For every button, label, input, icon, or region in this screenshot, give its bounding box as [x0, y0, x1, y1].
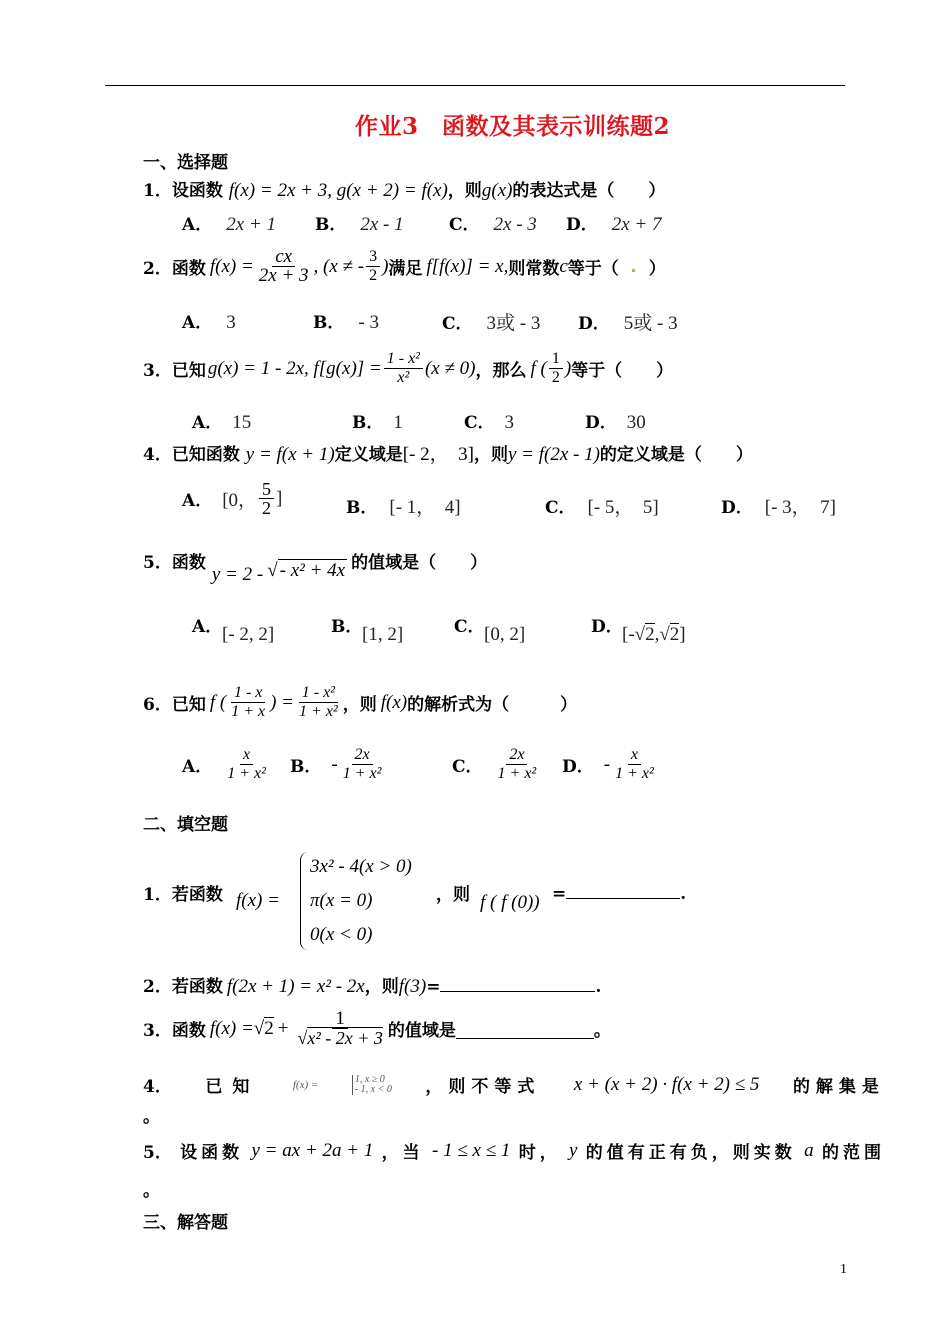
page-number: 1: [840, 1262, 847, 1277]
q5-answer-b: [1, 2]: [362, 624, 404, 645]
q2-fraction: $\frac{cx}{2x + 3}$: [258, 246, 309, 286]
f1-lhs: f(x) =: [236, 890, 280, 911]
q5-sqrt: √ - x² + 4x: [267, 560, 346, 581]
q3-answer-b: 1: [393, 412, 403, 433]
question-2: 2． 函数 f(x) = $\frac{cx}{2x + 3}$ , (x ≠ - $\frac{3}{2}$ ) 满足 f[f(x)] = x, 则常数 c 等于（ ）: [143, 246, 666, 286]
q2-option-c: C． 3或 - 3: [442, 313, 541, 334]
q4-answer-d: [- 3， 7]: [764, 497, 836, 518]
q2-option-b: B． - 3: [313, 312, 379, 333]
q4-mid-2: ，则: [473, 445, 508, 465]
fill-1: [143, 880, 223, 905]
section-heading-solve: 三、解答题: [143, 1213, 228, 1233]
q1-tail: 的表达式是（ ）: [512, 181, 666, 201]
f1-case-1: 3x² - 4(x > 0): [310, 856, 412, 877]
q3-option-d: D． 30: [585, 412, 646, 433]
q4-answer-c: [- 5， 5]: [587, 497, 659, 518]
q2-option-d: D． 5或 - 3: [578, 313, 678, 334]
q1-option-c: C． 2x - 3: [449, 214, 537, 235]
q1-answer-a: 2x + 1: [226, 214, 276, 235]
q4-expression-1: y = f(x + 1): [245, 444, 335, 465]
q1-option-d: D． 2x + 7: [566, 214, 662, 235]
fill-4: 4． 已知 f(x) = 1, x ≥ 0 - 1, x < 0 ，则不等式 x + (x + 2) · f(x + 2) ≤ 5 的解集是: [143, 1073, 885, 1097]
q5-option-d: D．: [591, 617, 623, 637]
f1-number: 1．: [143, 885, 172, 905]
q3-stem: 已知: [171, 361, 206, 381]
q4-option-d: D． [- 3， 7]: [721, 497, 836, 518]
f3-fraction: $\frac{1}{\text{√x² - 2x + 3}}$: [297, 1008, 383, 1048]
f5-number: 5．: [143, 1143, 172, 1163]
q3-answer-c: 3: [504, 412, 515, 433]
f4-end: 。: [143, 1107, 160, 1127]
q3-tail: 等于（ ）: [571, 361, 674, 381]
q2-tail-2: 等于（: [567, 259, 619, 279]
f4-expression: x + (x + 2) · f(x + 2) ≤ 5: [573, 1073, 760, 1095]
q5-number: 5．: [143, 553, 172, 573]
q1-option-a: A． 2x + 1: [182, 214, 276, 235]
f1-brace: [300, 852, 309, 950]
q3-expression: g(x) = 1 - 2x, f[g(x)] =: [207, 357, 382, 379]
q4-expression-2: y = f(2x - 1): [507, 444, 600, 465]
q6-option-b: B． - $\frac{2x}{\text{1 + x²}}$: [290, 746, 386, 783]
q6-answer-d: $\frac{x}{\text{1 + x²}}$: [615, 746, 654, 782]
q4-tail: 的定义域是（ ）: [599, 445, 753, 465]
f1-stem: 若函数: [171, 885, 223, 905]
q2-condition: , (x ≠ -: [313, 255, 365, 277]
q1-expression-2: g(x): [481, 180, 513, 201]
f1-case-2: π(x = 0): [310, 890, 373, 911]
f2-expression: f(2x + 1) = x² - 2x: [226, 976, 365, 997]
f4-mid: ，则不等式: [425, 1077, 541, 1097]
f3-number: 3．: [143, 1021, 172, 1041]
f2-answer-blank: [440, 990, 595, 992]
f5-tail: 的范围: [821, 1143, 885, 1163]
q5-expression: y = 2 -: [211, 564, 264, 585]
q2-constant: c: [559, 255, 568, 277]
fill-2: 2．若函数 f(2x + 1) = x² - 2x，则f(3)= .: [143, 976, 602, 997]
q3-mid: ，那么: [475, 361, 527, 381]
question-6: 6． 已知 f ( $\frac{1 - x}{1 + x}$ ) = $\frac{\text{1 - x²}}{\text{1 + x²}}$ ，则 f(x) 的解析式为（ ）: [143, 684, 578, 720]
q5-option-a: A．: [192, 617, 223, 637]
q5-answer-d: [-√2,√2]: [622, 624, 686, 645]
f5-range: - 1 ≤ x ≤ 1: [432, 1139, 511, 1161]
q2-answer-a: 3: [226, 312, 236, 333]
f4-number: 4．: [143, 1077, 172, 1097]
f1-mid: ，则: [436, 885, 470, 905]
fill-3: 3． 函数 f(x) = √2 + $\frac{1}{\text{√x² - 2x + 3}}$ 的值域是 。: [143, 1008, 611, 1048]
q4-answer-b: [- 1， 4]: [389, 497, 461, 518]
f5-expression: y = ax + 2a + 1: [251, 1139, 374, 1161]
f2-number: 2．: [143, 977, 172, 997]
q3-argument-fraction: $\frac{1}{2}$: [549, 350, 563, 387]
f1-case-3: 0(x < 0): [310, 924, 373, 945]
q4-stem: 已知函数: [171, 445, 240, 465]
q4-domain: [- 2， 3]: [402, 444, 474, 465]
q1-answer-d: 2x + 7: [611, 214, 662, 235]
q4-mid-1: 定义域是: [334, 445, 403, 465]
q6-inner-fraction: $\frac{1 - x}{1 + x}$: [231, 684, 266, 720]
q2-expression-2: f[f(x)] = x,: [426, 255, 509, 277]
q6-rhs-fraction: $\frac{\text{1 - x²}}{\text{1 + x²}}$: [299, 684, 338, 720]
q1-number: 1．: [143, 181, 172, 201]
q1-answer-b: 2x - 1: [360, 214, 404, 235]
q2-answer-d: 5或 - 3: [623, 313, 678, 334]
q6-option-a: A． $\frac{x}{\text{1 + x²}}$: [182, 746, 271, 783]
top-rule: [105, 85, 845, 86]
q1-expression: f(x) = 2x + 3, g(x + 2) = f(x): [228, 180, 448, 201]
q1-mid: ，则: [447, 181, 482, 201]
q2-stem: 函数: [171, 259, 206, 279]
question-1: [143, 176, 665, 202]
q4-answer-a-fraction: $\frac{5}{2}$: [259, 480, 274, 517]
q5-answer-c: [0, 2]: [484, 624, 526, 645]
q2-option-a: A． 3: [182, 312, 236, 333]
q2-answer-c: 3或 - 3: [486, 313, 541, 334]
question-5: [143, 548, 487, 586]
q3-option-a: A． 15: [192, 412, 252, 433]
fill-5: 5． 设函数 y = ax + 2a + 1 ，当 - 1 ≤ x ≤ 1 时， y 的值有正有负，则实数 a 的范围: [143, 1139, 885, 1163]
f3-answer-blank: [456, 1037, 594, 1039]
f4-piecewise: 1, x ≥ 0 - 1, x < 0: [352, 1075, 392, 1095]
f2-expression-2: f(3): [398, 976, 427, 997]
q5-tail: 的值域是（ ）: [351, 553, 488, 573]
q5-stem: 函数: [171, 553, 206, 573]
q1-answer-c: 2x - 3: [493, 214, 537, 235]
q4-option-b: B． [- 1， 4]: [346, 497, 461, 518]
q4-option-c: C． [- 5， 5]: [545, 497, 659, 518]
question-4: [143, 439, 753, 466]
q2-tail-1: 则常数: [508, 259, 560, 279]
f1-answer-line: = .: [552, 884, 687, 904]
q6-answer-a: $\frac{x}{\text{1 + x²}}$: [227, 746, 266, 782]
q4-number: 4．: [143, 445, 172, 465]
q2-lhs: f(x) =: [209, 255, 254, 277]
q2-condition-fraction: $\frac{3}{2}$: [366, 248, 380, 285]
section-heading-choice: 一、选择题: [143, 153, 228, 173]
q6-number: 6．: [143, 695, 172, 715]
q3-option-b: B． 1: [352, 412, 403, 433]
page-title: 作业3 函数及其表示训练题2: [355, 113, 671, 140]
q5-option-b: B．: [331, 617, 363, 637]
question-3: 3． 已知 g(x) = 1 - 2x, f[g(x)] = $\frac{\text{1 - x²}}{\text{x²}}$ (x ≠ 0) ，那么 f ( $\frac{1}{2}$ ) 等于（ ）: [143, 350, 674, 386]
q6-option-c: C． $\frac{2x}{\text{1 + x²}}$: [452, 746, 541, 783]
f2-mid: ，则: [364, 977, 399, 997]
q2-mid: 满足: [388, 259, 423, 279]
f3-tail: 的值域是: [387, 1021, 456, 1041]
f4-stem: 已知: [205, 1077, 260, 1097]
q3-condition: (x ≠ 0): [424, 357, 476, 379]
q6-mid: ，则: [342, 695, 377, 715]
q6-answer-c: $\frac{2x}{\text{1 + x²}}$: [497, 746, 537, 782]
f2-stem: 若函数: [171, 977, 223, 997]
q1-option-b: B． 2x - 1: [315, 214, 404, 235]
section-heading-fill: 二、填空题: [143, 815, 228, 835]
f4-tail: 的解集是: [792, 1077, 885, 1097]
q6-expression-2: f(x): [380, 691, 408, 713]
q1-stem: 设函数: [171, 181, 223, 201]
q5-answer-a: [- 2, 2]: [222, 624, 275, 645]
f5-stem: 设函数: [180, 1143, 244, 1163]
f3-stem: 函数: [171, 1021, 206, 1041]
q2-number: 2．: [143, 259, 172, 279]
q2-answer-b: - 3: [358, 312, 379, 333]
q3-answer-a: 15: [232, 412, 252, 433]
q6-answer-b: $\frac{2x}{\text{1 + x²}}$: [342, 746, 382, 782]
q6-option-d: D． - $\frac{x}{\text{1 + x²}}$: [562, 746, 659, 783]
q4-option-a: A． [0， $\frac{5}{2}$ ]: [182, 479, 283, 518]
f1-expression: f ( f (0)): [480, 892, 540, 913]
q6-tail: 的解析式为（ ）: [407, 695, 578, 715]
q3-answer-d: 30: [626, 412, 646, 433]
q5-option-c: C．: [454, 617, 485, 637]
q3-number: 3．: [143, 361, 172, 381]
q3-fraction: $\frac{\text{1 - x²}}{\text{x²}}$: [384, 350, 423, 387]
f3-expression: f(x) =: [209, 1017, 254, 1039]
q3-option-c: C． 3: [464, 412, 515, 433]
f5-end: 。: [143, 1181, 160, 1201]
q6-stem: 已知: [171, 695, 206, 715]
